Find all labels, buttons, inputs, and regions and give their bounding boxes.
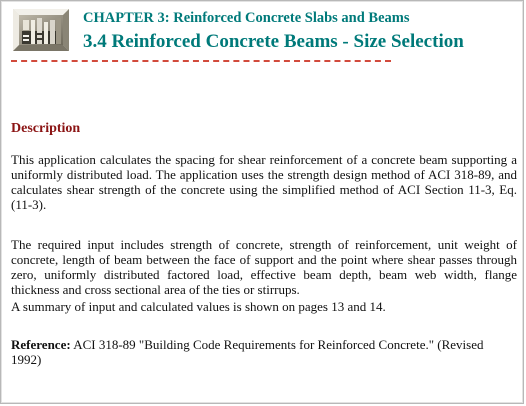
- description-paragraph-3: A summary of input and calculated values is shown on pages 13 and 14.: [11, 299, 386, 314]
- building-icon: [13, 9, 69, 51]
- section-title: 3.4 Reinforced Concrete Beams - Size Selection: [83, 31, 464, 52]
- description-heading: Description: [11, 121, 81, 136]
- reference-text: ACI 318-89 "Building Code Requirements for Reinforced Concrete." (Revised 1992): [11, 337, 484, 367]
- description-paragraph-1: This application calculates the spacing for shear reinforcement of a concrete beam supporting a uniformly distributed load. The application uses the strength design method of ACI 318-89, and calculates shear strength of the concrete using the simplified method of ACI Section 11-3, Eq. (11-3).: [11, 152, 517, 212]
- header-divider: [11, 60, 391, 62]
- reference-label: Reference:: [11, 337, 71, 352]
- reference-paragraph: [11, 337, 517, 367]
- chapter-title: CHAPTER 3: Reinforced Concrete Slabs and Beams: [83, 10, 410, 26]
- description-paragraph-2: The required input includes strength of concrete, strength of reinforcement, unit weight of concrete, length of beam between the face of support and the point where shear passes through zero, uniformly distributed factored load, effective beam depth, beam web width, flange thickness and cross sectional area of the ties or stirrups.: [11, 237, 517, 297]
